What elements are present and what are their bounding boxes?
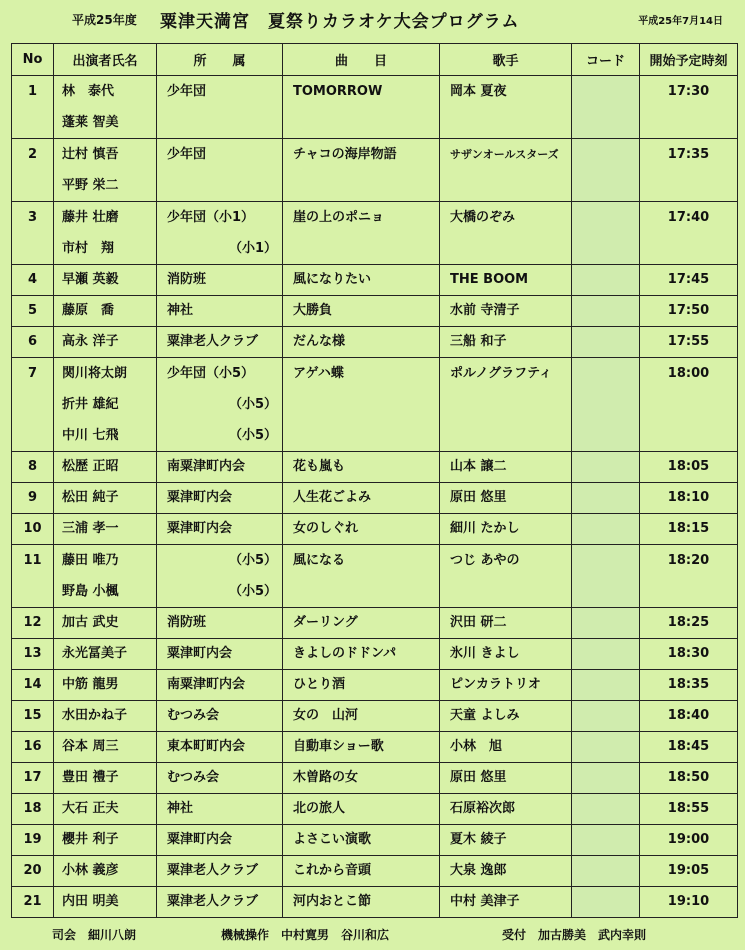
table-row — [12, 483, 738, 514]
cell-start-time: 18:45 — [640, 732, 738, 763]
cell-code — [572, 825, 640, 856]
cell-singer: 山本 譲二 — [440, 452, 572, 483]
cell-singer: 原田 悠里 — [440, 483, 572, 514]
cell-song: 自動車ショー歌 — [283, 732, 440, 763]
cell-affiliation: 粟津町内会 — [157, 639, 283, 670]
cell-no: 5 — [12, 296, 54, 327]
cell-code — [572, 701, 640, 732]
cell-song: 女のしぐれ — [283, 514, 440, 545]
header-row — [12, 44, 738, 76]
cell-start-time: 18:10 — [640, 483, 738, 514]
cell-performer: 三浦 孝一 — [54, 514, 157, 545]
cell-code — [572, 732, 640, 763]
cell-no: 17 — [12, 763, 54, 794]
cell-singer: 石原裕次郎 — [440, 794, 572, 825]
cell-singer: 岡本 夏夜 — [440, 76, 572, 139]
cell-code — [572, 856, 640, 887]
cell-performer: 中筋 龍男 — [54, 670, 157, 701]
cell-affiliation: 南粟津町内会 — [157, 670, 283, 701]
cell-start-time: 17:55 — [640, 327, 738, 358]
table-row — [12, 545, 738, 608]
cell-affiliation: 少年団（小5） （小5） （小5） — [157, 358, 283, 452]
cell-singer: THE BOOM — [440, 265, 572, 296]
page-title: 粟津天満宮 夏祭りカラオケ大会プログラム — [160, 12, 520, 32]
cell-affiliation: 粟津老人クラブ — [157, 856, 283, 887]
cell-start-time: 17:40 — [640, 202, 738, 265]
cell-song: 女の 山河 — [283, 701, 440, 732]
cell-song: 花も嵐も — [283, 452, 440, 483]
cell-performer: 高永 洋子 — [54, 327, 157, 358]
cell-affiliation: 粟津老人クラブ — [157, 327, 283, 358]
cell-affiliation: 消防班 — [157, 608, 283, 639]
cell-no: 13 — [12, 639, 54, 670]
cell-performer: 内田 明美 — [54, 887, 157, 918]
cell-singer: 大泉 逸郎 — [440, 856, 572, 887]
cell-performer: 藤原 喬 — [54, 296, 157, 327]
cell-song: 崖の上のポニョ — [283, 202, 440, 265]
cell-affiliation: 少年団 — [157, 76, 283, 139]
cell-start-time: 18:55 — [640, 794, 738, 825]
cell-song: TOMORROW — [283, 76, 440, 139]
footer-mc: 司会 細川八朗 — [52, 928, 137, 942]
cell-code — [572, 483, 640, 514]
cell-no: 16 — [12, 732, 54, 763]
cell-code — [572, 296, 640, 327]
table-row — [12, 327, 738, 358]
cell-singer: 沢田 研二 — [440, 608, 572, 639]
cell-song: 風になる — [283, 545, 440, 608]
cell-performer: 櫻井 利子 — [54, 825, 157, 856]
col-start-time: 開始予定時刻 — [640, 44, 738, 76]
cell-affiliation: 少年団 — [157, 139, 283, 202]
cell-start-time: 19:10 — [640, 887, 738, 918]
cell-performer: 藤井 壮磨 市村 翔 — [54, 202, 157, 265]
cell-no: 7 — [12, 358, 54, 452]
cell-code — [572, 202, 640, 265]
cell-song: 大勝負 — [283, 296, 440, 327]
cell-no: 12 — [12, 608, 54, 639]
cell-song: 木曽路の女 — [283, 763, 440, 794]
cell-start-time: 17:30 — [640, 76, 738, 139]
cell-affiliation: 粟津町内会 — [157, 514, 283, 545]
cell-song: ひとり酒 — [283, 670, 440, 701]
cell-affiliation: 神社 — [157, 794, 283, 825]
cell-code — [572, 452, 640, 483]
col-song: 曲 目 — [283, 44, 440, 76]
cell-performer: 小林 義彦 — [54, 856, 157, 887]
cell-start-time: 17:50 — [640, 296, 738, 327]
cell-song: だんな様 — [283, 327, 440, 358]
table-row — [12, 76, 738, 139]
cell-no: 21 — [12, 887, 54, 918]
cell-performer: 豊田 禮子 — [54, 763, 157, 794]
table-row — [12, 763, 738, 794]
col-code: コード — [572, 44, 640, 76]
cell-song: きよしのドドンパ — [283, 639, 440, 670]
cell-no: 8 — [12, 452, 54, 483]
cell-performer: 松歴 正昭 — [54, 452, 157, 483]
footer-reception: 受付 加古勝美 武内幸則 — [502, 928, 647, 942]
cell-affiliation: むつみ会 — [157, 763, 283, 794]
table-row — [12, 514, 738, 545]
col-affiliation: 所 属 — [157, 44, 283, 76]
cell-performer: 加古 武史 — [54, 608, 157, 639]
cell-no: 1 — [12, 76, 54, 139]
cell-singer: つじ あやの — [440, 545, 572, 608]
cell-no: 18 — [12, 794, 54, 825]
table-row — [12, 825, 738, 856]
table-row — [12, 794, 738, 825]
cell-song: 人生花ごよみ — [283, 483, 440, 514]
cell-performer: 早瀬 英毅 — [54, 265, 157, 296]
cell-code — [572, 358, 640, 452]
table-row — [12, 732, 738, 763]
cell-performer: 藤田 唯乃 野島 小楓 — [54, 545, 157, 608]
table-row — [12, 887, 738, 918]
cell-singer: ピンカラトリオ — [440, 670, 572, 701]
date-label: 平成25年7月14日 — [638, 16, 723, 27]
footer — [0, 921, 745, 945]
cell-singer: 三船 和子 — [440, 327, 572, 358]
cell-song: 河内おとこ節 — [283, 887, 440, 918]
cell-code — [572, 76, 640, 139]
cell-song: 北の旅人 — [283, 794, 440, 825]
cell-performer: 林 泰代 蓬莱 智美 — [54, 76, 157, 139]
cell-affiliation: （小5） （小5） — [157, 545, 283, 608]
col-singer: 歌手 — [440, 44, 572, 76]
cell-start-time: 18:05 — [640, 452, 738, 483]
program-table — [11, 43, 738, 918]
cell-performer: 大石 正夫 — [54, 794, 157, 825]
cell-start-time: 17:45 — [640, 265, 738, 296]
cell-singer: 氷川 きよし — [440, 639, 572, 670]
cell-singer: サザンオールスターズ — [440, 139, 572, 202]
cell-start-time: 18:25 — [640, 608, 738, 639]
table-row — [12, 202, 738, 265]
cell-singer: 水前 寺清子 — [440, 296, 572, 327]
cell-affiliation: 粟津老人クラブ — [157, 887, 283, 918]
table-row — [12, 670, 738, 701]
cell-start-time: 18:35 — [640, 670, 738, 701]
cell-singer: 中村 美津子 — [440, 887, 572, 918]
cell-start-time: 18:00 — [640, 358, 738, 452]
cell-no: 20 — [12, 856, 54, 887]
table-row — [12, 265, 738, 296]
cell-affiliation: 粟津町内会 — [157, 483, 283, 514]
cell-affiliation: 粟津町内会 — [157, 825, 283, 856]
cell-no: 14 — [12, 670, 54, 701]
cell-affiliation: 東本町町内会 — [157, 732, 283, 763]
cell-no: 9 — [12, 483, 54, 514]
page-header — [0, 6, 745, 32]
cell-code — [572, 139, 640, 202]
cell-code — [572, 794, 640, 825]
cell-code — [572, 514, 640, 545]
cell-singer: 細川 たかし — [440, 514, 572, 545]
cell-no: 10 — [12, 514, 54, 545]
cell-affiliation: 神社 — [157, 296, 283, 327]
cell-start-time: 18:50 — [640, 763, 738, 794]
cell-start-time: 19:00 — [640, 825, 738, 856]
table-row — [12, 639, 738, 670]
cell-no: 3 — [12, 202, 54, 265]
col-name: 出演者氏名 — [54, 44, 157, 76]
cell-code — [572, 545, 640, 608]
table-row — [12, 139, 738, 202]
col-no: No — [12, 44, 54, 76]
cell-performer: 永光冨美子 — [54, 639, 157, 670]
cell-code — [572, 265, 640, 296]
cell-code — [572, 327, 640, 358]
cell-performer: 関川将太朗 折井 雄紀 中川 七飛 — [54, 358, 157, 452]
cell-singer: 大橋のぞみ — [440, 202, 572, 265]
cell-start-time: 18:15 — [640, 514, 738, 545]
cell-singer: 原田 悠里 — [440, 763, 572, 794]
cell-code — [572, 763, 640, 794]
cell-code — [572, 608, 640, 639]
footer-operators: 機械操作 中村寛男 谷川和広 — [221, 928, 390, 942]
cell-performer: 松田 純子 — [54, 483, 157, 514]
cell-code — [572, 887, 640, 918]
cell-start-time: 18:40 — [640, 701, 738, 732]
table-row — [12, 608, 738, 639]
cell-no: 4 — [12, 265, 54, 296]
table-row — [12, 452, 738, 483]
cell-code — [572, 639, 640, 670]
cell-performer: 谷本 周三 — [54, 732, 157, 763]
cell-singer: 小林 旭 — [440, 732, 572, 763]
cell-affiliation: むつみ会 — [157, 701, 283, 732]
table-row — [12, 701, 738, 732]
cell-singer: 夏木 綾子 — [440, 825, 572, 856]
cell-no: 11 — [12, 545, 54, 608]
cell-affiliation: 消防班 — [157, 265, 283, 296]
cell-no: 19 — [12, 825, 54, 856]
year-label: 平成25年度 — [72, 13, 137, 27]
cell-song: ダーリング — [283, 608, 440, 639]
cell-affiliation: 少年団（小1） （小1） — [157, 202, 283, 265]
cell-no: 6 — [12, 327, 54, 358]
cell-singer: ポルノグラフティ — [440, 358, 572, 452]
cell-no: 2 — [12, 139, 54, 202]
cell-start-time: 18:20 — [640, 545, 738, 608]
cell-song: これから音頭 — [283, 856, 440, 887]
cell-performer: 辻村 慎吾 平野 栄二 — [54, 139, 157, 202]
cell-code — [572, 670, 640, 701]
cell-song: よさこい演歌 — [283, 825, 440, 856]
cell-performer: 水田かね子 — [54, 701, 157, 732]
cell-start-time: 19:05 — [640, 856, 738, 887]
cell-singer: 天童 よしみ — [440, 701, 572, 732]
cell-no: 15 — [12, 701, 54, 732]
table-row — [12, 296, 738, 327]
cell-start-time: 17:35 — [640, 139, 738, 202]
cell-start-time: 18:30 — [640, 639, 738, 670]
cell-song: 風になりたい — [283, 265, 440, 296]
table-row — [12, 856, 738, 887]
table-row — [12, 358, 738, 452]
cell-song: チャコの海岸物語 — [283, 139, 440, 202]
cell-affiliation: 南粟津町内会 — [157, 452, 283, 483]
cell-song: アゲハ蝶 — [283, 358, 440, 452]
